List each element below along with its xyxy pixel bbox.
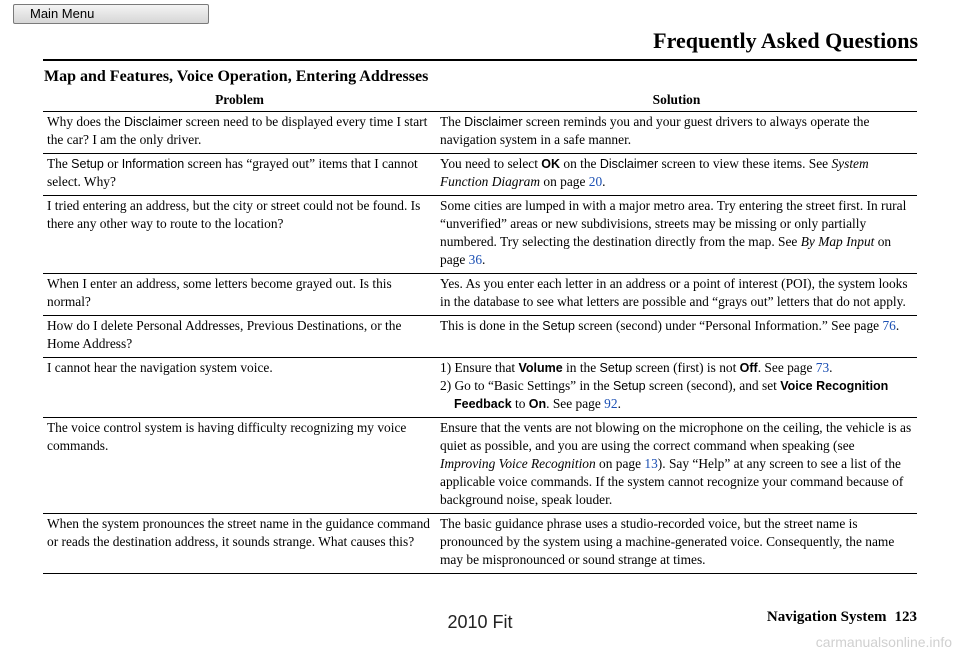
main-menu-button[interactable]: Main Menu	[13, 4, 209, 24]
solution-cell: Some cities are lumped in with a major metro area. Try entering the street first. In rural “unverified” areas or new subdivisions, streets may be missing or only partially numbered. Try selecting the destination directly from the map. See By Map Input on page 36.	[436, 196, 917, 274]
solution-cell: The basic guidance phrase uses a studio-recorded voice, but the street name is pronounced by the system using a machine-generated voice. Consequently, the name may be mispronounced or sound strange at times.	[436, 514, 917, 574]
problem-cell: The voice control system is having difficulty recognizing my voice commands.	[43, 418, 436, 514]
solution-step: 1) Ensure that Volume in the Setup screen (first) is not Off. See page 73.	[440, 360, 833, 375]
page-number: 123	[894, 609, 917, 625]
watermark-model: 2010 Fit	[447, 612, 513, 632]
table-header-row	[43, 89, 917, 112]
solution-cell	[436, 358, 917, 418]
section-title: Map and Features, Voice Operation, Entering Addresses	[44, 68, 429, 85]
table-row	[43, 316, 917, 358]
problem-cell: Why does the Disclaimer screen need to be displayed every time I start the car? I am the only driver.	[43, 112, 436, 154]
table-row	[43, 154, 917, 196]
title-rule	[43, 59, 917, 61]
page-title: Frequently Asked Questions	[653, 28, 918, 53]
header-solution: Solution	[436, 89, 917, 112]
table-row	[43, 196, 917, 274]
page-link[interactable]: 92	[604, 396, 618, 411]
solution-step: 2) Go to “Basic Settings” in the Setup screen (second), and set Voice Recognition Feedback to On. See page 92.	[440, 378, 889, 411]
page-link[interactable]: 13	[644, 456, 658, 471]
table-row	[43, 112, 917, 154]
page-link[interactable]: 36	[468, 252, 483, 267]
problem-cell: I tried entering an address, but the city or street could not be found. Is there any other way to route to the location?	[43, 196, 436, 274]
solution-cell: Yes. As you enter each letter in an address or a point of interest (POI), the system looks in the database to see what letters are possible and “grays out” letters that do not apply.	[436, 274, 917, 316]
problem-cell: When I enter an address, some letters become grayed out. Is this normal?	[43, 274, 436, 316]
table-row	[43, 514, 917, 574]
solution-cell: Ensure that the vents are not blowing on the microphone on the ceiling, the vehicle is as quiet as possible, and you are using the correct command when speaking (see Improving Voice Recognition on page 13). Say “Help” at any screen to see a list of the applicable voice commands. If the system cannot recognize your command because of background noise, speak louder.	[436, 418, 917, 514]
faq-table	[43, 89, 917, 574]
problem-cell: The Setup or Information screen has “grayed out” items that I cannot select. Why?	[43, 154, 436, 196]
footer-system-name: Navigation System	[766, 609, 887, 625]
table-row	[43, 274, 917, 316]
table-row	[43, 418, 917, 514]
problem-cell: When the system pronounces the street name in the guidance command or reads the destination address, it sounds strange. What causes this?	[43, 514, 436, 574]
problem-cell: How do I delete Personal Addresses, Previous Destinations, or the Home Address?	[43, 316, 436, 358]
header-problem: Problem	[43, 89, 436, 112]
problem-cell: I cannot hear the navigation system voice.	[43, 358, 436, 418]
watermark-site: carmanualsonline.info	[815, 634, 952, 650]
solution-cell: The Disclaimer screen reminds you and your guest drivers to always operate the navigation system in a safe manner.	[436, 112, 917, 154]
solution-cell: You need to select OK on the Disclaimer screen to view these items. See System Function Diagram on page 20.	[436, 154, 917, 196]
page-link[interactable]: 20	[588, 174, 603, 189]
solution-cell: This is done in the Setup screen (second) under “Personal Information.” See page 76.	[436, 316, 917, 358]
table-row	[43, 358, 917, 418]
page-link[interactable]: 73	[815, 360, 830, 375]
page-link[interactable]: 76	[882, 318, 896, 333]
